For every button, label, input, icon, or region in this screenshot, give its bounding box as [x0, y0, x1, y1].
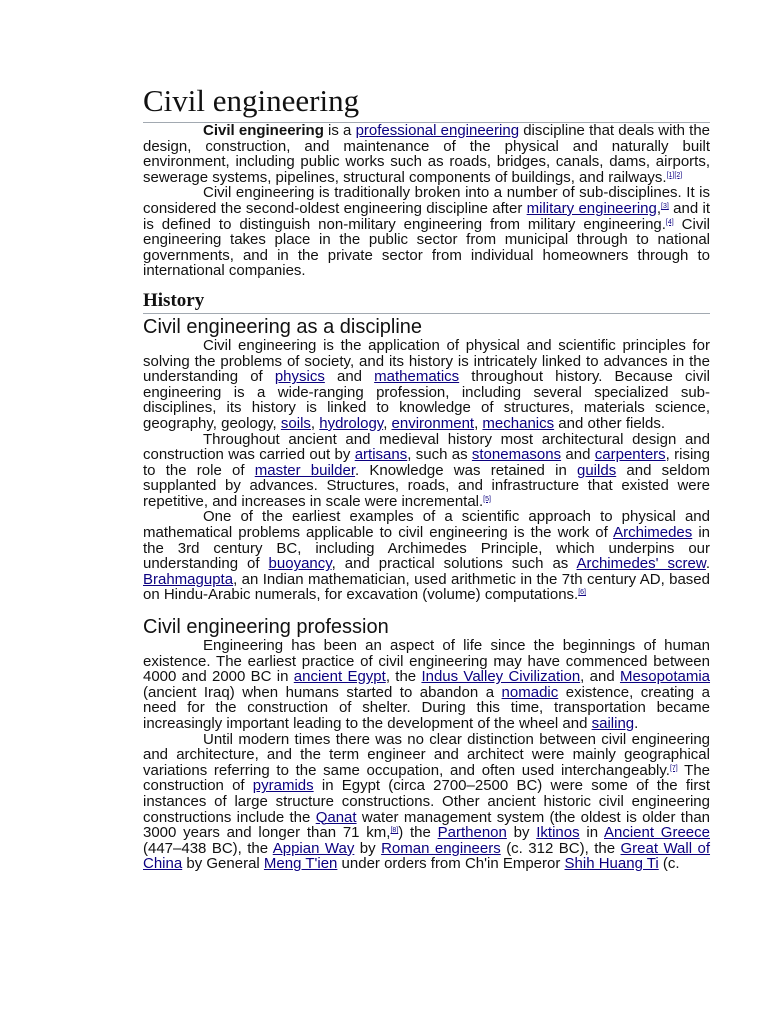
link-hydrology[interactable]: hydrology: [319, 414, 384, 432]
link-meng-tien[interactable]: Meng T'ien: [263, 855, 338, 873]
page-title: Civil engineering: [143, 82, 710, 123]
citation[interactable]: [5]: [483, 495, 491, 503]
discipline-paragraph-1: Civil engineering is the application of physical and scientific principles for solving the problems of society, and its history is intricately linked to advances in the understanding of physics and mathematics throughout history. Because civil engineering is a wide-ranging profession, including several specialized sub-disciplines, its history is linked to knowledge of structures, materials science, geography, geology, soils, hydrology, environment, mechanics and other fields.: [143, 336, 710, 432]
bold-term: Civil engineering: [203, 122, 324, 139]
profession-paragraph-1: Engineering has been an aspect of life since the beginnings of human existence. The earliest practice of civil engineering may have commenced between 4000 and 2000 BC in ancient Egypt, the Indus Valley Civilization, and Mesopotamia (ancient Iraq) when humans started to abandon a nomadic existence, creating a need for the construction of shelter. During this time, transportation became increasingly important leading to the development of the wheel and sailing.: [143, 637, 711, 732]
subsection-heading-discipline: Civil engineering as a discipline: [143, 315, 423, 338]
link-soils[interactable]: soils: [280, 414, 311, 432]
citation[interactable]: [8]: [390, 827, 399, 835]
link-archimedes-screw[interactable]: Archimedes' screw: [576, 555, 706, 573]
citation[interactable]: [4]: [665, 218, 674, 226]
link-parthenon[interactable]: Parthenon: [437, 824, 507, 842]
article-body: [143, 82, 710, 872]
link-professional-engineering[interactable]: professional engineering: [355, 122, 520, 139]
link-indus-valley-civilization[interactable]: Indus Valley Civilization: [421, 668, 581, 686]
link-ancient-greece[interactable]: Ancient Greece: [604, 824, 710, 842]
discipline-paragraph-2: Throughout ancient and medieval history most architectural design and construction was carried out by artisans, such as stonemasons and carpenters, rising to the role of master builder. Knowledge was retained in guilds and seldom supplanted by advances. Structures, roads, and infrastructure that existed were repetitive, and increases in scale were incremental.[5]: [143, 430, 711, 510]
link-appian-way[interactable]: Appian Way: [272, 839, 355, 857]
intro-paragraph-1: Civil engineering is a professional engineering discipline that deals with the design, construction, and maintenance of the physical and naturally built environment, including public works such as roads, bridges, canals, dams, airports, sewerage systems, pipelines, structural components of buildings, and railways.[1][2]: [143, 122, 710, 186]
citation[interactable]: [6]: [578, 589, 586, 597]
link-sailing[interactable]: sailing: [591, 715, 635, 732]
link-great-wall-of-china[interactable]: Great Wall of China: [143, 839, 711, 873]
link-roman-engineers[interactable]: Roman engineers: [381, 839, 501, 857]
link-mechanics[interactable]: mechanics: [482, 414, 555, 432]
link-environment[interactable]: environment: [391, 414, 475, 432]
link-stonemasons[interactable]: stonemasons: [471, 446, 562, 464]
link-master-builder[interactable]: master builder: [254, 461, 355, 479]
link-pyramids[interactable]: pyramids: [252, 777, 314, 795]
intro-paragraph-2: Civil engineering is traditionally broken into a number of sub-disciplines. It is considered the second-oldest engineering discipline after military engineering,[3] and it is defined to distinguish non-military engineering from military engineering.[4] Civil engineering takes place in the public sector from municipal through to national governments, and in the private sector from individual homeowners through to international companies.: [143, 184, 710, 280]
link-shih-huang-ti[interactable]: Shih Huang Ti: [564, 855, 659, 873]
subsection-heading-profession: Civil engineering profession: [143, 616, 389, 639]
link-qanat[interactable]: Qanat: [315, 808, 357, 826]
link-artisans[interactable]: artisans: [354, 446, 408, 464]
section-heading-history: History: [143, 290, 710, 314]
link-ancient-egypt[interactable]: ancient Egypt: [293, 668, 386, 686]
link-mesopotamia[interactable]: Mesopotamia: [619, 668, 711, 686]
link-physics[interactable]: physics: [274, 368, 325, 386]
link-carpenters[interactable]: carpenters: [594, 446, 666, 464]
link-nomadic[interactable]: nomadic: [501, 683, 559, 701]
profession-paragraph-2: Until modern times there was no clear distinction between civil engineering and architecture, and the term engineer and architect were mainly geographical variations referring to the same occupation, and often used interchangeably.[7] The construction of pyramids in Egypt (circa 2700–2500 BC) were some of the first instances of large structure constructions. Other ancient historic civil engineering constructions include the Qanat water management system (the oldest is older than 3000 years and longer than 71 km,[8]) the Parthenon by Iktinos in Ancient Greece (447–438 BC), the Appian Way by Roman engineers (c. 312 BC), the Great Wall of China by General Meng T'ien under orders from Ch'in Emperor Shih Huang Ti (c.: [143, 730, 711, 873]
citation[interactable]: [7]: [669, 764, 678, 772]
discipline-paragraph-3: One of the earliest examples of a scientific approach to physical and mathematical problems applicable to civil engineering is the work of Archimedes in the 3rd century BC, including Archimedes Principle, which underpins our understanding of buoyancy, and practical solutions such as Archimedes' screw. Brahmagupta, an Indian mathematician, used arithmetic in the 7th century AD, based on Hindu-Arabic numerals, for excavation (volume) computations.[6]: [143, 508, 711, 604]
link-archimedes[interactable]: Archimedes: [613, 524, 693, 542]
link-iktinos[interactable]: Iktinos: [536, 824, 580, 842]
link-buoyancy[interactable]: buoyancy: [268, 555, 332, 573]
citation[interactable]: [1][2]: [666, 171, 683, 179]
link-military-engineering[interactable]: military engineering: [526, 199, 657, 217]
link-mathematics[interactable]: mathematics: [374, 368, 460, 386]
link-guilds[interactable]: guilds: [577, 461, 617, 479]
citation[interactable]: [3]: [661, 202, 669, 210]
link-brahmagupta[interactable]: Brahmagupta: [143, 570, 234, 588]
